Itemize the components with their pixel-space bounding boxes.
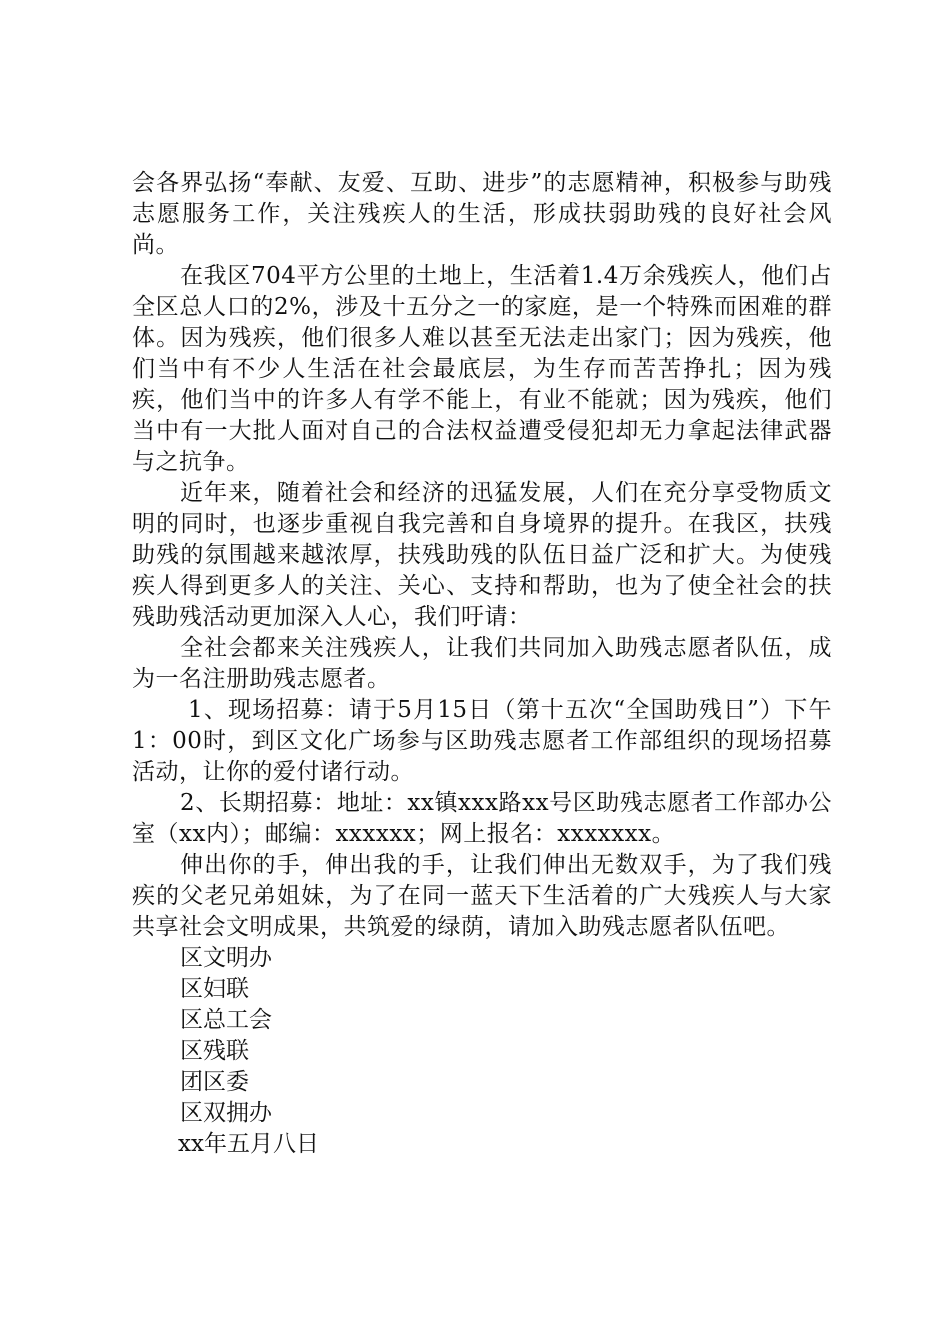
paragraph-onsite-recruitment: 1、现场招募：请于5月15日（第十五次“全国助残日”）下午1：00时，到区文化广场参与区助残志愿者工作部组织的现场招募活动，让你的爱付诸行动。 xyxy=(132,697,832,785)
signatory-item: 团区委 xyxy=(180,1069,249,1095)
signatory-list xyxy=(132,943,832,1129)
paragraph-long-term-recruitment: 2、长期招募：地址：xx镇xxx路xx号区助残志愿者工作部办公室（xx内）；邮编：xxxxxx；网上报名：xxxxxxx。 xyxy=(132,790,832,847)
document-date: xx年五月八日 xyxy=(178,1131,319,1157)
paragraph-call-to-society: 会各界弘扬“奉献、友爱、互助、进步”的志愿精神，积极参与助残志愿服务工作，关注残疾人的生活，形成扶弱助残的良好社会风尚。 xyxy=(132,170,832,258)
paragraph-closing-appeal: 伸出你的手，伸出我的手，让我们伸出无数双手，为了我们残疾的父老兄弟姐妹，为了在同一蓝天下生活着的广大残疾人与大家共享社会文明成果，共筑爱的绿荫，请加入助残志愿者队伍吧。 xyxy=(132,852,832,940)
paragraph-recent-years: 近年来，随着社会和经济的迅猛发展，人们在充分享受物质文明的同时，也逐步重视自我完善和自身境界的提升。在我区，扶残助残的氛围越来越浓厚，扶残助残的队伍日益广泛和扩大。为使残疾人得到更多人的关注、关心、支持和帮助，也为了使全社会的扶残助残活动更加深入人心，我们吁请： xyxy=(132,480,832,630)
document-page xyxy=(132,168,832,1160)
signatory-item: 区残联 xyxy=(180,1038,249,1064)
signatory-item: 区文明办 xyxy=(180,945,272,971)
signatory-item: 区总工会 xyxy=(180,1007,272,1033)
signatory-item: 区妇联 xyxy=(180,976,249,1002)
paragraph-appeal: 全社会都来关注残疾人，让我们共同加入助残志愿者队伍，成为一名注册助残志愿者。 xyxy=(132,635,832,692)
signatory-item: 区双拥办 xyxy=(180,1100,272,1126)
paragraph-disabled-population: 在我区704平方公里的土地上，生活着1.4万余残疾人，他们占全区总人口的2%，涉及十五分之一的家庭，是一个特殊而困难的群体。因为残疾，他们很多人难以甚至无法走出家门；因为残疾，他们当中有不少人生活在社会最底层，为生存而苦苦挣扎；因为残疾，他们当中的许多人有学不能上，有业不能就；因为残疾，他们当中有一大批人面对自己的合法权益遭受侵犯却无力拿起法律武器与之抗争。 xyxy=(132,263,832,475)
